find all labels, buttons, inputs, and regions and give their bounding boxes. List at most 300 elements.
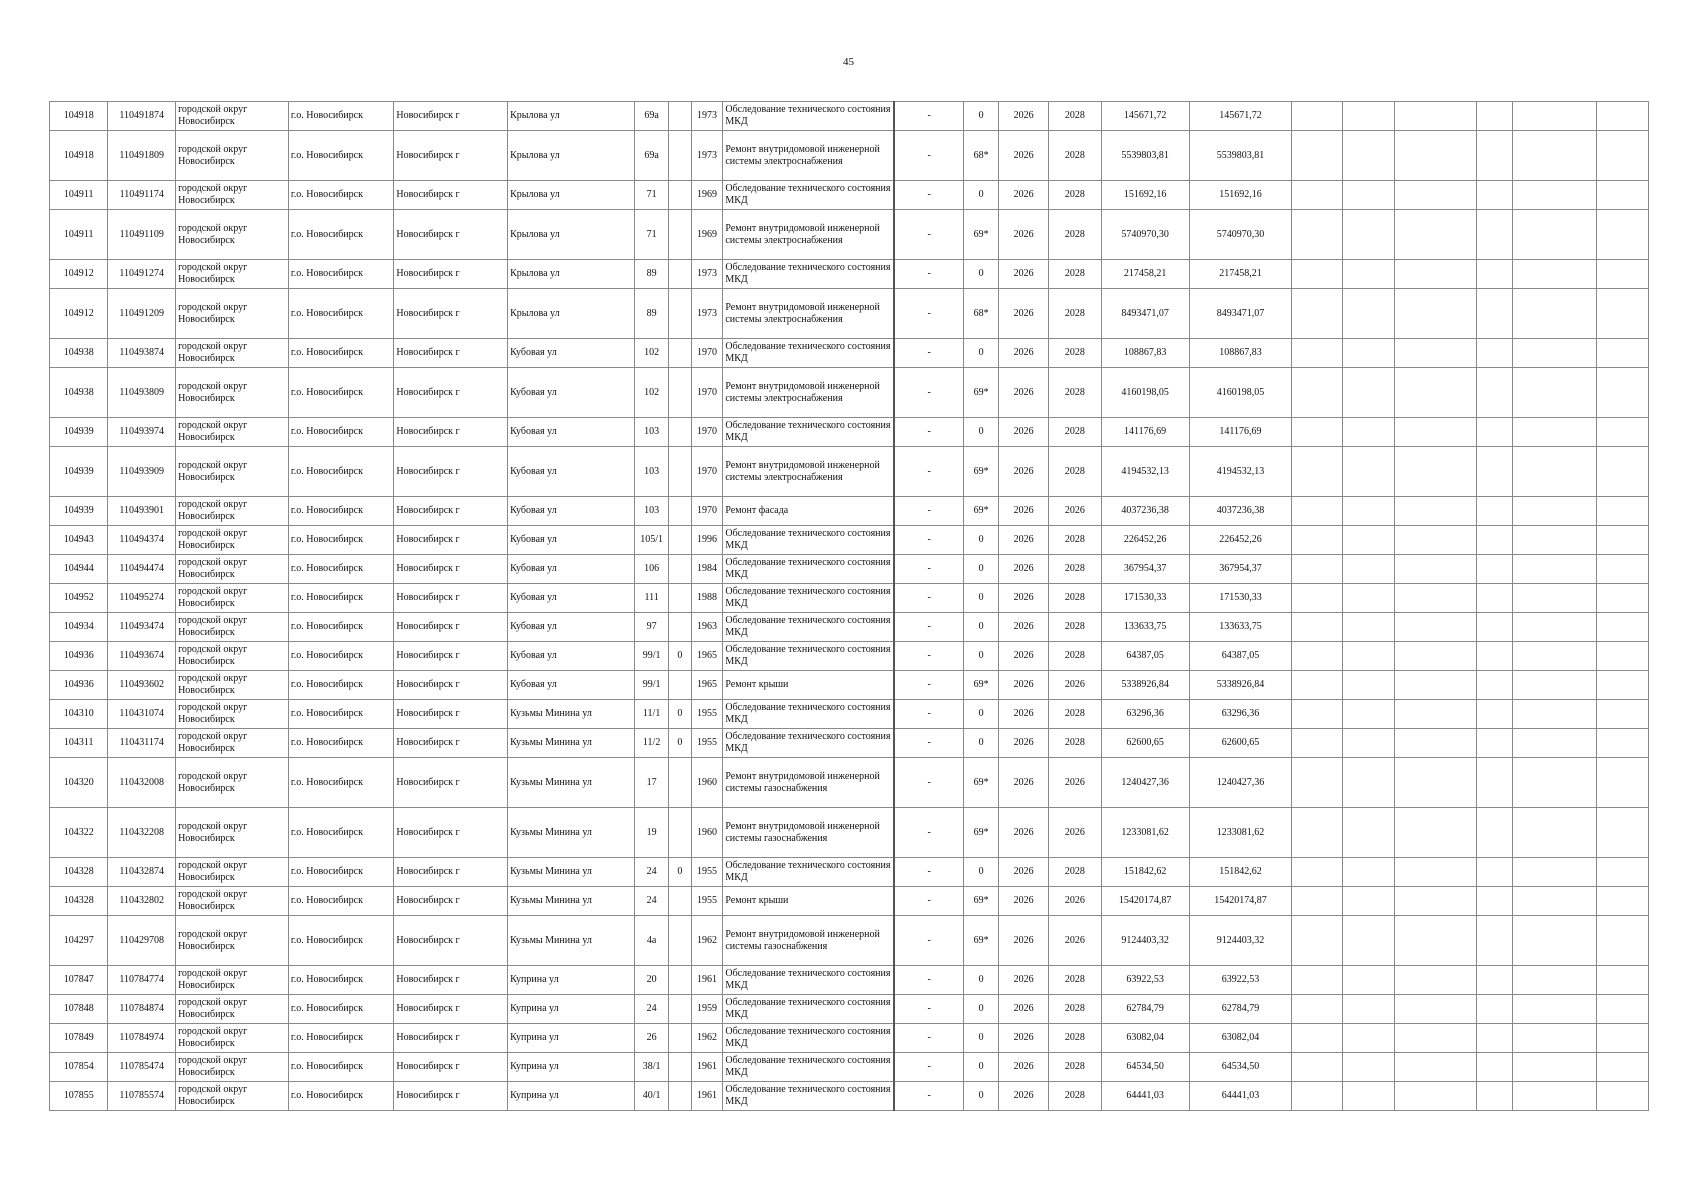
table-row [50, 584, 1649, 613]
cell-year-start: 2026 [999, 555, 1049, 584]
cell-work-type: Обследование технического состояния МКД [723, 642, 894, 671]
cell-dash: - [894, 671, 964, 700]
cell-street: Куприна ул [508, 966, 635, 995]
cell-municipality: г.о. Новосибирск [288, 497, 394, 526]
cell-empty [1512, 1024, 1596, 1053]
cell-year-end: 2026 [1049, 916, 1101, 966]
cell-empty [1596, 339, 1648, 368]
cell-work-code: 110432208 [108, 808, 176, 858]
cell-empty [1394, 966, 1476, 995]
cell-empty [1292, 758, 1343, 808]
cell-empty [1512, 131, 1596, 181]
cell-work-code: 110784774 [108, 966, 176, 995]
cell-house-number: 103 [635, 497, 669, 526]
cell-build-year: 1965 [691, 642, 723, 671]
cell-municipality: г.о. Новосибирск [288, 758, 394, 808]
cell-build-year: 1969 [691, 210, 723, 260]
cell-empty [1343, 887, 1394, 916]
cell-total-cost: 151692,16 [1189, 181, 1292, 210]
cell-district: городской округ Новосибирск [176, 966, 289, 995]
cell-building [669, 966, 692, 995]
cell-empty [1476, 555, 1512, 584]
cell-indicator: 0 [964, 995, 999, 1024]
cell-empty [1476, 808, 1512, 858]
cell-municipality: г.о. Новосибирск [288, 995, 394, 1024]
cell-total-cost: 62600,65 [1189, 729, 1292, 758]
cell-work-code: 110784874 [108, 995, 176, 1024]
cell-empty [1596, 555, 1648, 584]
cell-city: Новосибирск г [394, 497, 508, 526]
cell-cost: 151842,62 [1101, 858, 1189, 887]
cell-municipality: г.о. Новосибирск [288, 555, 394, 584]
cell-street: Кубовая ул [508, 368, 635, 418]
cell-city: Новосибирск г [394, 447, 508, 497]
cell-district: городской округ Новосибирск [176, 497, 289, 526]
cell-year-end: 2026 [1049, 497, 1101, 526]
cell-street: Кузьмы Минина ул [508, 858, 635, 887]
cell-empty [1343, 497, 1394, 526]
cell-empty [1343, 995, 1394, 1024]
cell-empty [1476, 1082, 1512, 1111]
cell-total-cost: 64387,05 [1189, 642, 1292, 671]
cell-house-number: 69а [635, 102, 669, 131]
cell-municipality: г.о. Новосибирск [288, 260, 394, 289]
cell-empty [1476, 418, 1512, 447]
table-row [50, 526, 1649, 555]
cell-empty [1292, 642, 1343, 671]
cell-work-code: 110432802 [108, 887, 176, 916]
cell-empty [1512, 555, 1596, 584]
cell-empty [1596, 418, 1648, 447]
cell-empty [1292, 339, 1343, 368]
cell-house-number: 103 [635, 447, 669, 497]
cell-build-year: 1973 [691, 131, 723, 181]
cell-total-cost: 62784,79 [1189, 995, 1292, 1024]
cell-cost: 62784,79 [1101, 995, 1189, 1024]
cell-cost: 367954,37 [1101, 555, 1189, 584]
cell-empty [1476, 700, 1512, 729]
cell-empty [1512, 368, 1596, 418]
cell-indicator: 68* [964, 289, 999, 339]
cell-year-end: 2028 [1049, 555, 1101, 584]
cell-row-id: 104918 [50, 102, 108, 131]
cell-house-number: 19 [635, 808, 669, 858]
cell-empty [1476, 916, 1512, 966]
cell-empty [1394, 887, 1476, 916]
cell-building [669, 887, 692, 916]
cell-row-id: 104939 [50, 447, 108, 497]
cell-total-cost: 63082,04 [1189, 1024, 1292, 1053]
cell-building [669, 102, 692, 131]
cell-total-cost: 1233081,62 [1189, 808, 1292, 858]
cell-municipality: г.о. Новосибирск [288, 210, 394, 260]
cell-indicator: 0 [964, 260, 999, 289]
table-row [50, 447, 1649, 497]
cell-work-code: 110785574 [108, 1082, 176, 1111]
cell-empty [1343, 368, 1394, 418]
cell-empty [1394, 671, 1476, 700]
cell-empty [1292, 102, 1343, 131]
cell-empty [1596, 729, 1648, 758]
cell-empty [1476, 671, 1512, 700]
cell-city: Новосибирск г [394, 758, 508, 808]
cell-indicator: 69* [964, 368, 999, 418]
cell-work-code: 110491109 [108, 210, 176, 260]
cell-empty [1292, 131, 1343, 181]
cell-empty [1394, 339, 1476, 368]
cell-work-code: 110785474 [108, 1053, 176, 1082]
cell-year-start: 2026 [999, 584, 1049, 613]
cell-city: Новосибирск г [394, 289, 508, 339]
table-row [50, 260, 1649, 289]
cell-house-number: 38/1 [635, 1053, 669, 1082]
table-row [50, 1024, 1649, 1053]
cell-indicator: 69* [964, 447, 999, 497]
cell-empty [1343, 613, 1394, 642]
cell-year-end: 2026 [1049, 887, 1101, 916]
cell-work-code: 110431174 [108, 729, 176, 758]
cell-year-start: 2026 [999, 210, 1049, 260]
cell-empty [1476, 210, 1512, 260]
cell-empty [1394, 1024, 1476, 1053]
cell-empty [1596, 526, 1648, 555]
cell-empty [1343, 700, 1394, 729]
cell-city: Новосибирск г [394, 995, 508, 1024]
cell-dash: - [894, 729, 964, 758]
registry-table [49, 101, 1649, 1111]
cell-street: Куприна ул [508, 1053, 635, 1082]
cell-total-cost: 217458,21 [1189, 260, 1292, 289]
cell-empty [1343, 584, 1394, 613]
cell-municipality: г.о. Новосибирск [288, 887, 394, 916]
cell-empty [1596, 613, 1648, 642]
cell-work-type: Обследование технического состояния МКД [723, 966, 894, 995]
cell-municipality: г.о. Новосибирск [288, 700, 394, 729]
cell-year-start: 2026 [999, 613, 1049, 642]
cell-cost: 217458,21 [1101, 260, 1189, 289]
cell-year-start: 2026 [999, 102, 1049, 131]
cell-year-start: 2026 [999, 339, 1049, 368]
cell-empty [1476, 289, 1512, 339]
cell-empty [1292, 700, 1343, 729]
cell-street: Кубовая ул [508, 613, 635, 642]
cell-empty [1476, 497, 1512, 526]
cell-district: городской округ Новосибирск [176, 131, 289, 181]
cell-empty [1292, 887, 1343, 916]
cell-row-id: 107847 [50, 966, 108, 995]
cell-dash: - [894, 131, 964, 181]
cell-work-type: Обследование технического состояния МКД [723, 858, 894, 887]
cell-year-start: 2026 [999, 995, 1049, 1024]
cell-district: городской округ Новосибирск [176, 729, 289, 758]
cell-building [669, 1024, 692, 1053]
cell-dash: - [894, 210, 964, 260]
cell-cost: 1240427,36 [1101, 758, 1189, 808]
cell-municipality: г.о. Новосибирск [288, 584, 394, 613]
cell-year-end: 2028 [1049, 289, 1101, 339]
cell-indicator: 0 [964, 526, 999, 555]
cell-year-start: 2026 [999, 808, 1049, 858]
cell-work-code: 110432008 [108, 758, 176, 808]
cell-empty [1292, 613, 1343, 642]
cell-work-code: 110493474 [108, 613, 176, 642]
cell-indicator: 69* [964, 497, 999, 526]
cell-row-id: 104918 [50, 131, 108, 181]
table-row [50, 131, 1649, 181]
cell-city: Новосибирск г [394, 613, 508, 642]
cell-cost: 9124403,32 [1101, 916, 1189, 966]
cell-empty [1476, 447, 1512, 497]
cell-year-start: 2026 [999, 131, 1049, 181]
cell-work-type: Обследование технического состояния МКД [723, 584, 894, 613]
cell-district: городской округ Новосибирск [176, 758, 289, 808]
table-row [50, 642, 1649, 671]
cell-city: Новосибирск г [394, 418, 508, 447]
cell-city: Новосибирск г [394, 210, 508, 260]
cell-empty [1476, 642, 1512, 671]
cell-year-end: 2028 [1049, 613, 1101, 642]
cell-work-code: 110491874 [108, 102, 176, 131]
cell-row-id: 104936 [50, 642, 108, 671]
cell-dash: - [894, 260, 964, 289]
cell-district: городской округ Новосибирск [176, 671, 289, 700]
cell-empty [1476, 729, 1512, 758]
cell-total-cost: 4194532,13 [1189, 447, 1292, 497]
cell-empty [1512, 447, 1596, 497]
cell-empty [1476, 1024, 1512, 1053]
cell-year-end: 2026 [1049, 808, 1101, 858]
cell-row-id: 107854 [50, 1053, 108, 1082]
cell-build-year: 1961 [691, 966, 723, 995]
cell-year-start: 2026 [999, 642, 1049, 671]
cell-district: городской округ Новосибирск [176, 613, 289, 642]
cell-year-end: 2028 [1049, 102, 1101, 131]
cell-district: городской округ Новосибирск [176, 916, 289, 966]
cell-work-type: Обследование технического состояния МКД [723, 260, 894, 289]
cell-work-type: Обследование технического состояния МКД [723, 1082, 894, 1111]
cell-empty [1596, 758, 1648, 808]
cell-build-year: 1965 [691, 671, 723, 700]
cell-year-start: 2026 [999, 260, 1049, 289]
table-row [50, 289, 1649, 339]
cell-cost: 8493471,07 [1101, 289, 1189, 339]
cell-dash: - [894, 584, 964, 613]
cell-building: 0 [669, 642, 692, 671]
cell-municipality: г.о. Новосибирск [288, 289, 394, 339]
cell-year-start: 2026 [999, 1053, 1049, 1082]
cell-year-end: 2028 [1049, 526, 1101, 555]
cell-total-cost: 5539803,81 [1189, 131, 1292, 181]
cell-street: Кубовая ул [508, 555, 635, 584]
cell-work-code: 110431074 [108, 700, 176, 729]
table-row [50, 700, 1649, 729]
cell-dash: - [894, 1082, 964, 1111]
cell-municipality: г.о. Новосибирск [288, 1082, 394, 1111]
cell-empty [1292, 260, 1343, 289]
cell-empty [1292, 447, 1343, 497]
cell-district: городской округ Новосибирск [176, 1024, 289, 1053]
cell-year-start: 2026 [999, 368, 1049, 418]
cell-street: Кубовая ул [508, 584, 635, 613]
cell-street: Куприна ул [508, 995, 635, 1024]
cell-work-type: Обследование технического состояния МКД [723, 995, 894, 1024]
cell-municipality: г.о. Новосибирск [288, 966, 394, 995]
cell-total-cost: 226452,26 [1189, 526, 1292, 555]
cell-work-code: 110494474 [108, 555, 176, 584]
cell-work-type: Ремонт внутридомовой инженерной системы газоснабжения [723, 916, 894, 966]
cell-year-end: 2028 [1049, 447, 1101, 497]
cell-street: Крылова ул [508, 260, 635, 289]
cell-dash: - [894, 1024, 964, 1053]
cell-house-number: 11/1 [635, 700, 669, 729]
cell-row-id: 104328 [50, 887, 108, 916]
cell-build-year: 1962 [691, 916, 723, 966]
cell-district: городской округ Новосибирск [176, 887, 289, 916]
cell-municipality: г.о. Новосибирск [288, 102, 394, 131]
cell-empty [1343, 181, 1394, 210]
cell-city: Новосибирск г [394, 260, 508, 289]
cell-indicator: 69* [964, 808, 999, 858]
cell-row-id: 104939 [50, 418, 108, 447]
cell-building [669, 210, 692, 260]
cell-indicator: 0 [964, 1053, 999, 1082]
cell-year-start: 2026 [999, 181, 1049, 210]
cell-row-id: 104938 [50, 368, 108, 418]
cell-empty [1476, 181, 1512, 210]
cell-house-number: 103 [635, 418, 669, 447]
table-row [50, 555, 1649, 584]
cell-year-end: 2028 [1049, 368, 1101, 418]
cell-empty [1394, 584, 1476, 613]
cell-build-year: 1955 [691, 700, 723, 729]
cell-year-end: 2028 [1049, 700, 1101, 729]
table-row [50, 613, 1649, 642]
cell-street: Кузьмы Минина ул [508, 808, 635, 858]
cell-work-code: 110429708 [108, 916, 176, 966]
cell-street: Крылова ул [508, 289, 635, 339]
cell-build-year: 1970 [691, 418, 723, 447]
cell-house-number: 69а [635, 131, 669, 181]
cell-empty [1596, 1082, 1648, 1111]
cell-dash: - [894, 887, 964, 916]
cell-district: городской округ Новосибирск [176, 642, 289, 671]
cell-empty [1512, 289, 1596, 339]
cell-city: Новосибирск г [394, 1024, 508, 1053]
cell-work-type: Ремонт внутридомовой инженерной системы газоснабжения [723, 758, 894, 808]
cell-empty [1512, 966, 1596, 995]
cell-empty [1292, 671, 1343, 700]
cell-work-type: Ремонт внутридомовой инженерной системы электроснабжения [723, 131, 894, 181]
cell-build-year: 1973 [691, 260, 723, 289]
cell-city: Новосибирск г [394, 858, 508, 887]
cell-empty [1512, 497, 1596, 526]
cell-year-start: 2026 [999, 858, 1049, 887]
table-row [50, 995, 1649, 1024]
cell-building: 0 [669, 700, 692, 729]
cell-city: Новосибирск г [394, 700, 508, 729]
cell-house-number: 105/1 [635, 526, 669, 555]
cell-dash: - [894, 526, 964, 555]
cell-row-id: 104322 [50, 808, 108, 858]
cell-dash: - [894, 858, 964, 887]
cell-house-number: 11/2 [635, 729, 669, 758]
cell-empty [1394, 260, 1476, 289]
cell-district: городской округ Новосибирск [176, 1082, 289, 1111]
cell-work-type: Ремонт внутридомовой инженерной системы газоснабжения [723, 808, 894, 858]
cell-empty [1292, 555, 1343, 584]
cell-empty [1476, 758, 1512, 808]
cell-building [669, 1082, 692, 1111]
cell-empty [1512, 418, 1596, 447]
cell-build-year: 1955 [691, 729, 723, 758]
cell-house-number: 102 [635, 368, 669, 418]
cell-empty [1292, 526, 1343, 555]
cell-house-number: 20 [635, 966, 669, 995]
cell-build-year: 1959 [691, 995, 723, 1024]
cell-empty [1596, 916, 1648, 966]
cell-empty [1394, 447, 1476, 497]
cell-row-id: 104320 [50, 758, 108, 808]
cell-row-id: 104911 [50, 181, 108, 210]
cell-city: Новосибирск г [394, 887, 508, 916]
cell-work-code: 110493909 [108, 447, 176, 497]
cell-work-code: 110493809 [108, 368, 176, 418]
cell-municipality: г.о. Новосибирск [288, 916, 394, 966]
cell-municipality: г.о. Новосибирск [288, 729, 394, 758]
cell-street: Крылова ул [508, 210, 635, 260]
cell-building [669, 289, 692, 339]
cell-city: Новосибирск г [394, 526, 508, 555]
cell-total-cost: 9124403,32 [1189, 916, 1292, 966]
cell-work-code: 110493602 [108, 671, 176, 700]
cell-work-type: Ремонт фасада [723, 497, 894, 526]
cell-empty [1512, 260, 1596, 289]
cell-building [669, 808, 692, 858]
cell-build-year: 1996 [691, 526, 723, 555]
cell-district: городской округ Новосибирск [176, 181, 289, 210]
cell-year-start: 2026 [999, 671, 1049, 700]
cell-city: Новосибирск г [394, 131, 508, 181]
cell-empty [1394, 131, 1476, 181]
cell-dash: - [894, 339, 964, 368]
cell-municipality: г.о. Новосибирск [288, 1053, 394, 1082]
cell-building [669, 368, 692, 418]
cell-work-type: Обследование технического состояния МКД [723, 555, 894, 584]
cell-municipality: г.о. Новосибирск [288, 808, 394, 858]
cell-empty [1292, 916, 1343, 966]
cell-empty [1343, 858, 1394, 887]
cell-municipality: г.о. Новосибирск [288, 671, 394, 700]
cell-empty [1476, 368, 1512, 418]
cell-year-start: 2026 [999, 418, 1049, 447]
cell-empty [1292, 497, 1343, 526]
cell-municipality: г.о. Новосибирск [288, 613, 394, 642]
cell-street: Кузьмы Минина ул [508, 729, 635, 758]
cell-work-code: 110491809 [108, 131, 176, 181]
cell-indicator: 0 [964, 555, 999, 584]
cell-empty [1596, 102, 1648, 131]
cell-year-end: 2028 [1049, 210, 1101, 260]
cell-cost: 64441,03 [1101, 1082, 1189, 1111]
cell-empty [1512, 729, 1596, 758]
cell-year-end: 2028 [1049, 181, 1101, 210]
cell-dash: - [894, 1053, 964, 1082]
cell-indicator: 0 [964, 700, 999, 729]
cell-empty [1596, 584, 1648, 613]
page-number: 45 [843, 56, 854, 68]
cell-empty [1292, 1024, 1343, 1053]
table-row [50, 916, 1649, 966]
